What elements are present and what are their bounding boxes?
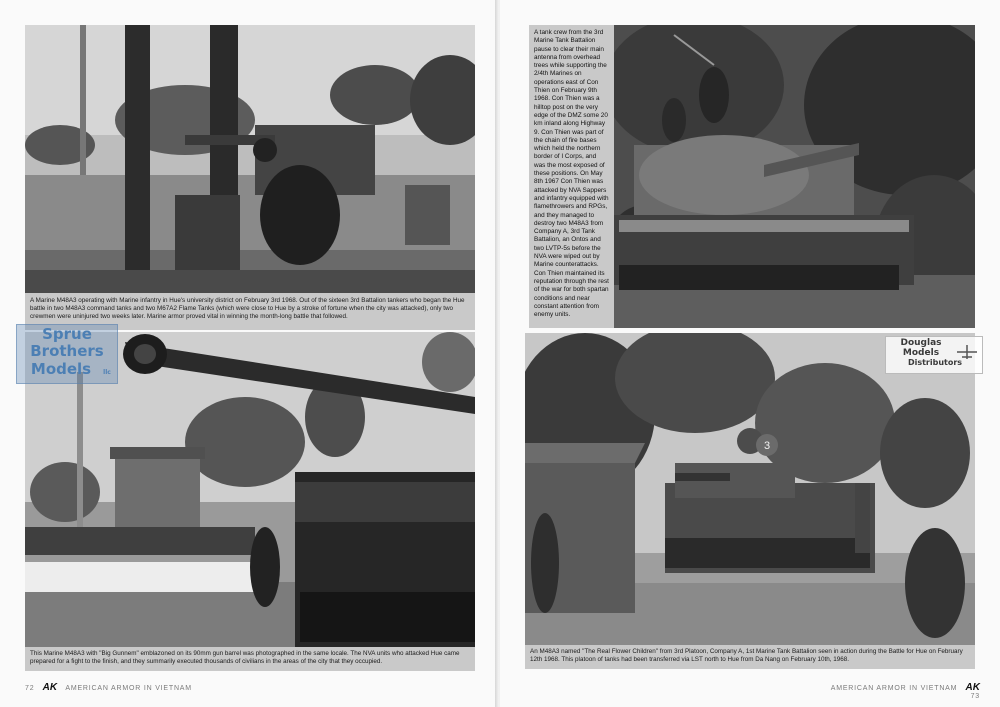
tank-marking: 3 [763, 440, 771, 452]
running-title-left: AMERICAN ARMOR IN VIETNAM [65, 685, 192, 692]
photo-real-flower-children [525, 333, 975, 645]
photo-tank-crew-jungle [614, 25, 975, 328]
sprue-suffix: llc [103, 369, 111, 376]
running-title-right: AMERICAN ARMOR IN VIETNAM [830, 685, 958, 692]
right-bottom-caption: An M48A3 named "The Real Flower Children" from 3rd Platoon, Company A, 1st Marine Tank Battalion seen in action during the Battle for Hue on February 12th 1968. This platoon of tanks had been transferred via LST north to Hue from Da Nang on February 10th, 1968. [530, 648, 963, 664]
side-caption: A tank crew from the 3rd Marine Tank Battalion pause to clear their main antenna from overhead trees while supporting the 2/4th Marines on operations east of Con Thien on February 9th 1968. Con Thien was a hilltop post on the very edge of the DMZ some 20 km inland along Highway 9. Con Thien was part of the chain of fire bases which held the northern border of I Corps, and was the most exposed of these positions. On May 8th 1967 Con Thien was attacked by NVA Sappers and infantry equipped with flamethrowers and RPGs, and they managed to destroy two M48A3 from Company A, 3rd Tank Battalion, an Ontos and two LVTP-5s before the NVA were wiped out by Marine counterattacks. Con Thien maintained its reputation through the rest of the war for both spartan conditions and near constant attention from enemy units. [534, 29, 609, 319]
douglas-models-watermark [885, 336, 983, 374]
right-page [500, 0, 1000, 707]
right-footer [815, 682, 980, 700]
douglas-line-3: Distributors [907, 358, 963, 367]
sprue-line-1: Sprue [42, 325, 92, 343]
ak-logo-right: AK [965, 682, 980, 693]
top-caption: A Marine M48A3 operating with Marine infantry in Hue's university district on February 3rd 1968. Out of the sixteen 3rd Battalion tankers who began the Hue battle in two M48A3 command tanks and two M67A2 Flame Tanks (which were close to Hue by a stroke of fortune when the city was attacked), only two crewmen were uninjured two weeks later. Marine armor proved vital in winning the month-long battle that followed. [30, 297, 465, 321]
douglas-line-1: Douglas [900, 338, 942, 348]
sprue-line-3: Models [30, 360, 92, 378]
left-footer [25, 682, 275, 693]
bottom-caption: This Marine M48A3 with "Big Gunnem" emblazoned on its 90mm gun barrel was photographed in the same locale. The NVA units who attacked Hue came prepared for a fight to the finish, and they summarily executed thousands of civilians in the areas of the city that they occupied. [30, 650, 460, 666]
photo-infantry-with-tank [25, 25, 475, 293]
sprue-line-2: Brothers [30, 342, 104, 360]
sprue-brothers-watermark [16, 324, 118, 384]
ak-logo-left: AK [42, 682, 58, 693]
page-number-right: 73 [970, 693, 980, 700]
side-caption-box [529, 25, 614, 328]
douglas-aircraft-icon [956, 343, 978, 361]
page-number-left: 72 [25, 685, 35, 692]
douglas-line-2: Models [902, 348, 940, 358]
left-page [0, 0, 496, 707]
